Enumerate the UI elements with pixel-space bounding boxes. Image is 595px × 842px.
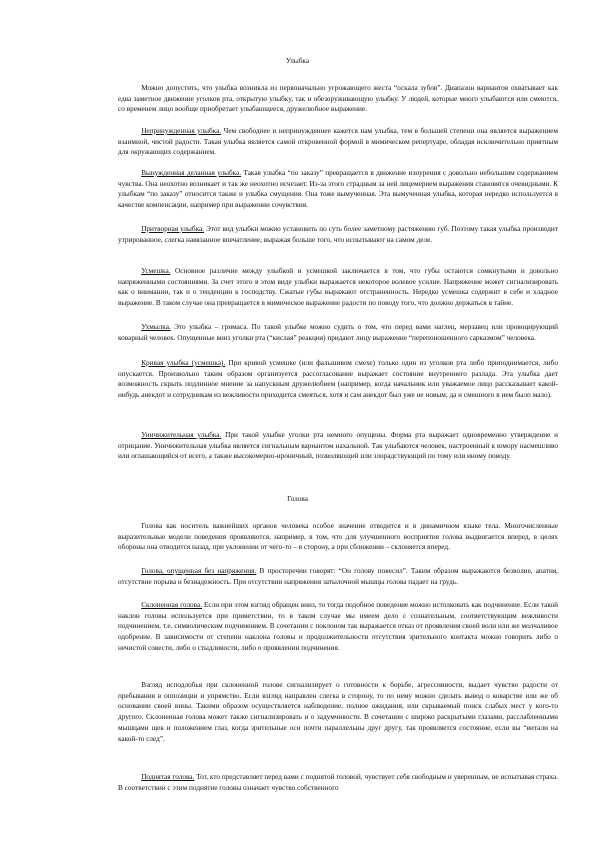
paragraph [118,600,558,654]
term: Уничижительная улыбка. [141,431,222,439]
term: Притворная улыбка. [141,225,205,233]
paragraph [118,126,558,158]
paragraph [118,358,558,401]
paragraph [118,772,558,793]
paragraph-text: Этот вид улыбки можно установить по суть более заметному растяжению губ. Поэтому такая улыбка производит утрированное, слегка навязанное впечатление, выражая больше того, что испытывают на самом деле. [118,225,558,244]
paragraph-text: Основное различие между улыбкой и усмешкой заключается в том, что губы остаются сомкнутыми и довольно напряженными состояниями. За счет этого в этом виде улыбки выражается некоторое волевое усилие. Напряжение может сигнализировать как о внимании, так и о тенденции к господству. Сжатые губы выражают отстраненность. Нередко усмешка содержит в себе и хладное выражение. В таком случае она превращается в мимическое выражение радости по поводу того, что должно держаться в тайне. [118,267,558,308]
paragraph [118,322,558,343]
paragraph [118,83,558,115]
term: Вынужденная деланная улыбка. [141,169,242,177]
term: Склоненная голова. [141,601,203,609]
paragraph [118,224,558,245]
paragraph-text: Такая улыбка “по заказу” превращается в движение изнурения с довольно небольшим содержанием чувства. Она неохотно возникает и так же неохотно исчезает. Из-за этого страдным за ней лицемерием выражения становятся очевидными. К улыбкам “по заказу” относится также и улыбка смущения. Она тоже вымученная. Эта вымученная улыбка, которая нередко используется в качестве компенсации, например при выражении сочувствия. [118,169,558,210]
term: Усмешка. [141,267,171,275]
term: Кривая улыбка (усмешка). [141,359,226,367]
paragraph [118,521,558,553]
term: Непринужденная улыбка. [141,127,222,135]
paragraph [118,168,558,211]
paragraph-text: Голова как носитель важнейших органов человека особое значение отводится и в динамичном языке тела. Многочисленные выразительные модели поведения проявляются, например, в том, что для улучшенного восприятия голова выдвигается вперед, в целях обороны она отводится назад, при уклонении от чего-то – в сторону, а при сближении – склоняется вперед. [118,522,558,552]
paragraph-text: При такой улыбке уголки рта немного опущены. Форма рта выражает одновременно утверждение и отрицание. Уничижительная улыбка является сигнальным вариантом нахальной. Так улыбаются человек, настроенный к юмору насмешливо или оглашающийся от всего, а также высокомерно-ироничный, позволяющий или злорадствующий по тому или иному поводу. [118,431,559,461]
paragraph-text: Чем свободнее и непринужденнее кажется нам улыбка, тем в большей степени она является выражением взаимной, чистой радости. Такая улыбка является самой откровенной формой в мимическом репертуаре, обладая исключительно приятным для окружающих содержанием. [118,127,559,157]
paragraph-text: В просторечии говорят: “Он голову повесил”. Таким образом выражаются безволие, апатия, отсутствие порыва и безнадежность. При отсутствии напряжения затылочной мышцы голова падает на грудь. [118,567,558,586]
paragraph-text: Взгляд исподлобья при склоненной голове сигнализирует о готовности к борьбе, агрессивности, выдает чувство радости от пребывания в оппозиции и упрямство. Если взгляд направлен слегка в сторону, то по нему можно сделать вывод о коварстве или же об основании своей вины. Такими образом осуществляется наблюдение, полное ожидания, или скрываемый поиск слабых мест у кого-то другого. Склоненная голова может также сигнализировать и о задумчивости. В сочетании с широко раскрытыми глазами, расслабленными мышцами щек и положением глаз, когда зрительные оси почти параллельны друг другу, так проявляется состояние, если вы “витали на какой-то след”. [118,681,558,743]
term: Ухмылка. [141,323,171,331]
paragraph-text: Это улыбка – гримаса. По такой улыбке можно судить о том, что перед вами наглец, мерзавец или провоцирующий коварный человек. Опущенные вниз уголки рта (“кислая” реакция) придают лицу выражение “перепоношенного сарказмом” человека. [118,323,558,342]
paragraph-text: Тот, кто представляет перед вами с поднятой головой, чувствует себя свободным и уверенным, не испытывая страха. В соответствии с этим поднятие головы означает чувство собственного [118,773,559,792]
paragraph [118,266,558,309]
paragraph [118,566,558,587]
paragraph [118,680,558,744]
paragraph-text: При кривой усмешке (или фальшивом смехе) только один из уголков рта либо приподнимается, либо опускается. Произвольно таким образом организуется рассогласование выражает состояние внутреннего разлада. Эта улыбка дает возможность скрыть подлинное мнение за напускным дружелюбием (например, когда начальник или уважаемое лицо рассказывает какой-нибудь анекдот и сотрудникам из вежливости приходится смеяться, хотя и сам анекдот был уже не новым, да и смешного в нем было мало). [118,359,558,400]
term: Голова, опущенная без напряжения. [141,567,257,575]
term: Поднятая голова. [141,773,195,781]
paragraph-text: Если при этом взгляд обращен вниз, то тогда подобное поведение можно истолковать как подчинение. Если такой наклон головы используется при приветствии, то в таком случае мы имеем дело с сознательным, соответствующим вежливости подчинением, т.е. символическим подчинением. В сочетании с поклоном так выражается отказ от проявления своей воли или же молчаливое одобрение. В зависимости от степени наклона головы и продолжительности отсутствия зрительного контакта можно говорить либо о нечистой совести, либо о стыдливости, либо о проявлении подчинения. [118,601,558,652]
section-title-smile: Улыбка [285,57,310,65]
section-title-head: Голова [287,495,308,503]
paragraph-text: Можно допустить, что улыбка возникла из первоначально угрожающего жеста “оскала зубов”. Диапазон вариантов охватывает как едва заметное движение уголков рта, открытую улыбку, так и обезоруживающую улыбку. У людей, которые много улыбаются или смеются, со временем лицо вообще приобретает улыбающееся, дружелюбное выражение. [118,84,558,114]
paragraph [118,430,558,462]
